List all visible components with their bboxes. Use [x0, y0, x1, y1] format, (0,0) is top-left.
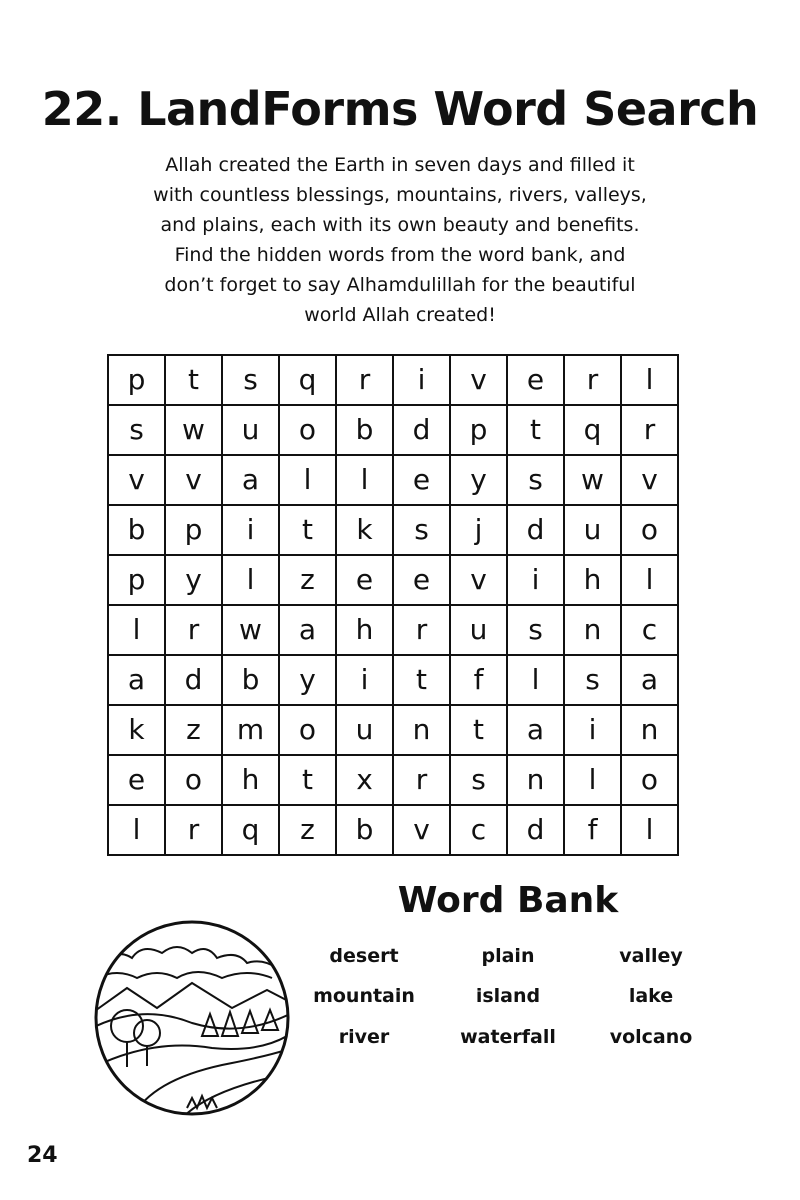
grid-cell[interactable]: a: [108, 655, 165, 705]
grid-cell[interactable]: i: [336, 655, 393, 705]
word-bank-item: mountain: [313, 985, 415, 1007]
grid-row: [108, 555, 678, 605]
word-search-grid: [107, 354, 679, 856]
grid-row: [108, 455, 678, 505]
grid-cell[interactable]: i: [222, 505, 279, 555]
grid-cell[interactable]: t: [507, 405, 564, 455]
word-bank-item: desert: [329, 945, 399, 967]
grid-cell[interactable]: o: [279, 705, 336, 755]
grid-cell[interactable]: v: [450, 555, 507, 605]
grid-cell[interactable]: y: [450, 455, 507, 505]
grid-cell[interactable]: n: [393, 705, 450, 755]
grid-cell[interactable]: y: [279, 655, 336, 705]
grid-row: [108, 705, 678, 755]
word-bank-title: Word Bank: [397, 880, 619, 921]
grid-cell[interactable]: n: [507, 755, 564, 805]
grid-cell[interactable]: l: [621, 805, 678, 855]
grid-cell[interactable]: b: [108, 505, 165, 555]
grid-cell[interactable]: z: [279, 805, 336, 855]
grid-cell[interactable]: b: [222, 655, 279, 705]
grid-cell[interactable]: r: [165, 805, 222, 855]
intro-line: don’t forget to say Alhamdulillah for the beautiful: [164, 274, 636, 296]
grid-cell[interactable]: v: [165, 455, 222, 505]
grid-cell[interactable]: u: [450, 605, 507, 655]
grid-cell[interactable]: d: [165, 655, 222, 705]
intro-line: Allah created the Earth in seven days and filled it: [165, 154, 635, 176]
grid-cell[interactable]: v: [393, 805, 450, 855]
grid-cell[interactable]: v: [108, 455, 165, 505]
grid-cell[interactable]: l: [336, 455, 393, 505]
grid-cell[interactable]: p: [108, 555, 165, 605]
grid-cell[interactable]: w: [165, 405, 222, 455]
grid-cell[interactable]: j: [450, 505, 507, 555]
grid-cell[interactable]: e: [108, 755, 165, 805]
word-bank-item: waterfall: [460, 1026, 556, 1048]
grid-cell[interactable]: e: [507, 355, 564, 405]
grid-cell[interactable]: u: [222, 405, 279, 455]
grid-cell[interactable]: v: [621, 455, 678, 505]
intro-line: and plains, each with its own beauty and benefits.: [160, 214, 640, 236]
grid-cell[interactable]: l: [279, 455, 336, 505]
grid-cell[interactable]: s: [507, 455, 564, 505]
grid-cell[interactable]: s: [450, 755, 507, 805]
grid-cell[interactable]: a: [279, 605, 336, 655]
grid-cell[interactable]: s: [507, 605, 564, 655]
grid-cell[interactable]: s: [564, 655, 621, 705]
grid-cell[interactable]: a: [507, 705, 564, 755]
grid-cell[interactable]: u: [564, 505, 621, 555]
grid-cell[interactable]: w: [564, 455, 621, 505]
grid-cell[interactable]: t: [279, 755, 336, 805]
grid-cell[interactable]: r: [393, 755, 450, 805]
intro-line: with countless blessings, mountains, rivers, valleys,: [153, 184, 647, 206]
grid-cell[interactable]: w: [222, 605, 279, 655]
grid-cell[interactable]: o: [621, 505, 678, 555]
grid-cell[interactable]: l: [621, 355, 678, 405]
word-bank-item: lake: [628, 985, 674, 1007]
grid-cell[interactable]: n: [564, 605, 621, 655]
grid-cell[interactable]: t: [279, 505, 336, 555]
grid-cell[interactable]: i: [507, 555, 564, 605]
grid-row: [108, 505, 678, 555]
word-bank-item: river: [338, 1026, 390, 1048]
grid-cell[interactable]: a: [621, 655, 678, 705]
grid-cell[interactable]: p: [108, 355, 165, 405]
grid-cell[interactable]: n: [621, 705, 678, 755]
grid-row: [108, 755, 678, 805]
grid-cell[interactable]: l: [108, 605, 165, 655]
grid-cell[interactable]: e: [393, 555, 450, 605]
grid-cell[interactable]: z: [279, 555, 336, 605]
grid-cell[interactable]: b: [336, 805, 393, 855]
grid-cell[interactable]: r: [393, 605, 450, 655]
grid-cell[interactable]: x: [336, 755, 393, 805]
intro-line: world Allah created!: [304, 304, 496, 326]
word-bank-item: island: [475, 985, 541, 1007]
grid-cell[interactable]: t: [165, 355, 222, 405]
grid-cell[interactable]: l: [564, 755, 621, 805]
grid-cell[interactable]: h: [222, 755, 279, 805]
grid-cell[interactable]: q: [279, 355, 336, 405]
word-bank-item: volcano: [609, 1026, 693, 1048]
grid-cell[interactable]: q: [564, 405, 621, 455]
grid-cell[interactable]: r: [621, 405, 678, 455]
grid-row: [108, 405, 678, 455]
grid-cell[interactable]: b: [336, 405, 393, 455]
grid-cell[interactable]: c: [621, 605, 678, 655]
grid-cell[interactable]: l: [222, 555, 279, 605]
grid-cell[interactable]: s: [108, 405, 165, 455]
intro-line: Find the hidden words from the word bank, and: [174, 244, 626, 266]
grid-cell[interactable]: o: [165, 755, 222, 805]
grid-cell[interactable]: l: [108, 805, 165, 855]
grid-row: [108, 605, 678, 655]
grid-cell[interactable]: s: [393, 505, 450, 555]
page-number: 24: [27, 1143, 58, 1168]
grid-cell[interactable]: v: [450, 355, 507, 405]
grid-cell[interactable]: o: [279, 405, 336, 455]
grid-cell[interactable]: p: [450, 405, 507, 455]
grid-cell[interactable]: i: [564, 705, 621, 755]
grid-cell[interactable]: r: [336, 355, 393, 405]
word-bank-item: valley: [619, 945, 683, 967]
grid-cell[interactable]: k: [108, 705, 165, 755]
grid-cell[interactable]: f: [564, 805, 621, 855]
grid-cell[interactable]: c: [450, 805, 507, 855]
grid-cell[interactable]: l: [507, 655, 564, 705]
grid-cell[interactable]: r: [564, 355, 621, 405]
grid-cell[interactable]: m: [222, 705, 279, 755]
grid-cell[interactable]: l: [621, 555, 678, 605]
grid-row: [108, 355, 678, 405]
grid-cell[interactable]: p: [165, 505, 222, 555]
grid-cell[interactable]: s: [222, 355, 279, 405]
page-title: 22. LandForms Word Search: [41, 82, 759, 136]
grid-cell[interactable]: e: [336, 555, 393, 605]
grid-row: [108, 655, 678, 705]
grid-cell[interactable]: q: [222, 805, 279, 855]
grid-cell[interactable]: d: [393, 405, 450, 455]
grid-cell[interactable]: d: [507, 805, 564, 855]
grid-cell[interactable]: e: [393, 455, 450, 505]
grid-cell[interactable]: t: [450, 705, 507, 755]
grid-cell[interactable]: y: [165, 555, 222, 605]
grid-cell[interactable]: u: [336, 705, 393, 755]
grid-cell[interactable]: r: [165, 605, 222, 655]
landscape-illustration: [92, 918, 292, 1118]
grid-row: [108, 805, 678, 855]
word-bank-item: plain: [481, 945, 535, 967]
instructions: [100, 150, 700, 330]
grid-cell[interactable]: f: [450, 655, 507, 705]
grid-cell[interactable]: z: [165, 705, 222, 755]
grid-cell[interactable]: a: [222, 455, 279, 505]
grid-cell[interactable]: h: [564, 555, 621, 605]
grid-cell[interactable]: d: [507, 505, 564, 555]
grid-cell[interactable]: i: [393, 355, 450, 405]
grid-cell[interactable]: o: [621, 755, 678, 805]
grid-cell[interactable]: t: [393, 655, 450, 705]
grid-cell[interactable]: h: [336, 605, 393, 655]
grid-cell[interactable]: k: [336, 505, 393, 555]
